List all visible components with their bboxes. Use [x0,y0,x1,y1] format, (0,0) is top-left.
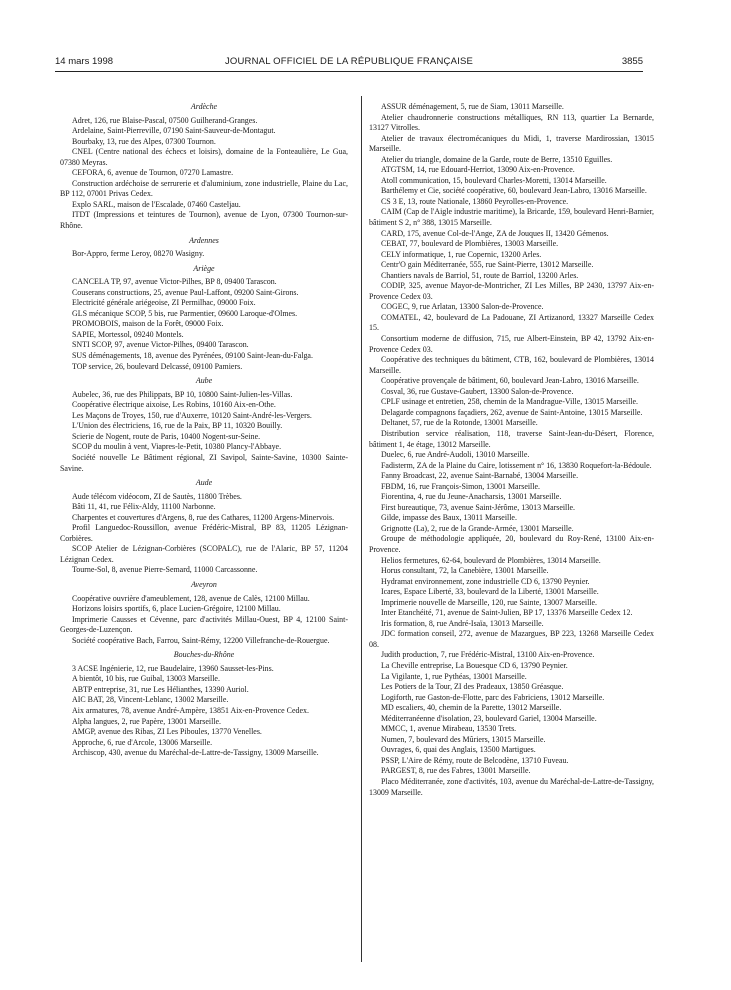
list-item: Consortium moderne de diffusion, 715, rue Albert-Einstein, BP 42, 13792 Aix-en-Provence Cedex 03. [369,334,654,354]
list-item: Alpha langues, 2, rue Papère, 13001 Marseille. [72,716,222,726]
list-item: Judith production, 7, rue Frédéric-Mistral, 13100 Aix-en-Provence. [381,650,595,660]
list-item: Fanny Broadcast, 22, avenue Saint-Barnabé, 13004 Marseille. [381,471,579,481]
list-item: Deltanet, 57, rue de la Rotonde, 13001 Marseille. [381,418,538,428]
list-item: Profil Languedoc-Roussillon, avenue Frédéric-Mistral, BP 83, 11205 Lézignan-Corbières. [60,523,348,543]
list-item: CARD, 175, avenue Col-de-l'Ange, ZA de Jouques II, 13420 Gémenos. [381,228,609,238]
section-heading: Ardèche [190,102,218,111]
list-item: Ardelaine, Saint-Pierreville, 07190 Saint-Sauveur-de-Montagut. [72,126,276,136]
list-item: Construction ardéchoise de serrurerie et d'aluminium, zone industrielle, Plaine du Lac, BP 112, 07001 Privas Cedex. [60,178,348,199]
section-heading: Bouches-du-Rhône [173,650,235,660]
list-item: Scierie de Nogent, route de Paris, 10400 Nogent-sur-Seine. [72,431,261,441]
list-item: GLS mécanique SCOP, 5 bis, rue Parmentier, 09600 Laroque-d'Olmes. [72,308,298,318]
list-item: La Vigilante, 1, rue Pythéas, 13001 Marseille. [381,671,527,681]
list-item: Gilde, impasse des Baux, 13011 Marseille. [381,513,517,523]
left-column [60,102,348,759]
list-item: CODIP, 325, avenue Mayor-de-Montricher, ZI Les Milles, BP 2430, 13797 Aix-en-Provence Cedex 03. [369,281,654,301]
list-item: Charpentes et couvertures d'Argens, 8, rue des Cathares, 11200 Argens-Minervois. [72,512,335,522]
list-item: Distribution service réalisation, 118, traverse Saint-Jean-du-Désert, Florence, bâtiment 1, 4e étage, 13012 Marseille. [369,428,654,449]
list-item: Société coopérative Bach, Farrou, Saint-Rémy, 12200 Villefranche-de-Rouergue. [72,635,330,645]
list-item: PARGEST, 8, rue des Fabres, 13001 Marseille. [381,766,531,776]
list-item: CEFORA, 6, avenue de Tournon, 07270 Lamastre. [72,168,234,178]
list-item: Bor-Appro, ferme Leroy, 08270 Wasigny. [72,249,205,259]
list-item: Hydramat environnement, zone industrielle CD 6, 13790 Peynier. [381,576,590,586]
section-heading: Ariège [193,263,215,273]
list-item: ABTP entreprise, 31, rue Les Hélianthes, 13390 Auriol. [72,684,249,694]
page-header [55,56,643,72]
list-item: SCOP du moulin à vent, Viapres-le-Petit, 10380 Plancy-l'Abbaye. [72,442,282,452]
list-item: MD escaliers, 40, chemin de la Parette, 13012 Marseille. [381,703,562,713]
list-item: AMGP, avenue des Ribas, ZI Les Piboules, 13770 Venelles. [72,727,262,737]
list-item: CS 3 E, 13, route Nationale, 13860 Peyrolles-en-Provence. [381,196,569,206]
list-item: FBDM, 16, rue François-Simon, 13001 Marseille. [381,481,540,491]
list-item: Delagarde compagnons façadiers, 262, avenue de Saint-Antoine, 13015 Marseille. [381,407,643,417]
list-item: SCOP Atelier de Lézignan-Corbières (SCOPALC), rue de l'Alaric, BP 57, 11204 Lézignan Cedex. [60,544,348,564]
list-item: Inter Etanchéité, 71, avenue de Saint-Julien, BP 17, 13376 Marseille Cedex 12. [381,608,633,618]
list-item: SNTI SCOP, 97, avenue Victor-Pilhes, 09400 Tarascon. [72,340,249,350]
list-item: Ouvrages, 6, quai des Anglais, 13500 Martigues. [381,745,536,755]
journal-title: JOURNAL OFFICIEL DE LA RÉPUBLIQUE FRANÇAISE [224,56,474,67]
list-item: Fadisterm, ZA de la Plaine du Caire, lotissement n° 16, 13830 Roquefort-la-Bédoule. [381,460,652,470]
list-item: JDC formation conseil, 272, avenue de Mazargues, BP 223, 13268 Marseille Cedex 08. [369,629,654,649]
list-item: Atoll communication, 15, boulevard Charles-Moretti, 13014 Marseille. [381,175,607,185]
list-item: Aix armatures, 78, avenue André-Ampère, 13851 Aix-en-Provence Cedex. [72,705,309,715]
list-item: Barthélemy et Cie, société coopérative, 60, boulevard Jean-Labro, 13016 Marseille. [381,186,647,196]
list-item: Chantiers navals de Barriol, 51, route de Barriol, 13200 Arles. [381,270,579,280]
list-item: Atelier du triangle, domaine de la Garde, route de Berre, 13510 Eguilles. [381,154,613,164]
list-item: Horus consultant, 72, la Canebière, 13001 Marseille. [381,566,549,576]
list-item: Bâti 11, 41, rue Félix-Aldy, 11100 Narbonne. [72,502,216,512]
list-item: Duelec, 6, rue André-Audoli, 13010 Marseille. [381,450,530,460]
list-item: Cosval, 36, rue Gustave-Gaubert, 13300 Salon-de-Provence. [381,386,574,396]
header-rule [55,71,643,72]
list-item: A bientôt, 10 bis, rue Guibal, 13003 Marseille. [72,674,220,684]
list-item: PROMOBOIS, maison de la Forêt, 09000 Foix. [72,319,224,329]
section-heading: Ardennes [189,235,219,245]
list-item: CNEL (Centre national des échecs et loisirs), domaine de la Fonteaulière, Le Gua, 07380 Meyras. [60,147,348,167]
list-item: Coopérative provençale de bâtiment, 60, boulevard Jean-Labro, 13016 Marseille. [381,376,639,386]
list-item: Helios fermetures, 62-64, boulevard de Plombières, 13014 Marseille. [381,555,601,565]
list-item: Coopérative électrique aixoise, Les Robins, 10160 Aix-en-Othe. [72,400,276,410]
list-item: ATGTSM, 14, rue Edouard-Herriot, 13090 Aix-en-Provence. [381,165,575,175]
list-item: Atelier de travaux électromécaniques du Midi, 1, traverse Mardirossian, 13015 Marseille. [369,133,654,154]
list-item: Grignotte (La), 2, rue de la Grande-Armée, 13001 Marseille. [381,523,574,533]
list-item: Aude télécom vidéocom, ZI de Sautès, 11800 Trèbes. [72,491,242,501]
list-item: SUS déménagements, 18, avenue des Pyrénées, 09100 Saint-Jean-du-Falga. [72,351,313,361]
list-item: Fiorentina, 4, rue du Jeune-Anacharsis, 13001 Marseille. [381,492,562,502]
list-item: CANCELA TP, 97, avenue Victor-Pilhes, BP 8, 09400 Tarascon. [72,277,277,287]
list-item: Coopérative des techniques du bâtiment, CTB, 162, boulevard de Plombières, 13014 Marseille. [369,355,654,375]
list-item: CAIM (Cap de l'Aigle industrie maritime), la Bricarde, 159, boulevard Henri-Barnier, bâtiment S 2, n° 388, 13015 Marseille. [369,207,654,228]
list-item: Horizons loisirs sportifs, 6, place Lucien-Grégoire, 12100 Millau. [72,604,281,614]
list-item: Iris formation, 8, rue André-Isaïa, 13013 Marseille. [381,618,544,628]
section-heading: Aveyron [191,579,217,589]
list-item: Méditerranéenne d'isolation, 23, boulevard Gariel, 13004 Marseille. [381,713,597,723]
list-item: Approche, 6, rue d'Arcole, 13006 Marseille. [72,737,213,747]
list-item: 3 ACSE Ingénierie, 12, rue Baudelaire, 13960 Sausset-les-Pins. [72,663,274,673]
list-item: Adret, 126, rue Blaise-Pascal, 07500 Guilherand-Granges. [72,115,258,125]
list-item: Couserans constructions, 25, avenue Paul-Laffont, 09200 Saint-Girons. [72,287,299,297]
list-item: Bourbaky, 13, rue des Alpes, 07300 Tournon. [72,136,216,146]
issue-date: 14 mars 1998 [55,56,114,67]
list-item: Electricité générale ariégeoise, ZI Permilhac, 09000 Foix. [72,298,256,308]
section-heading: Aude [195,478,213,488]
list-item: Centr'O gain Méditerranée, 555, rue Saint-Pierre, 13012 Marseille. [381,260,594,270]
list-item: Numen, 7, boulevard des Mûriers, 13015 Marseille. [381,734,546,744]
list-item: Coopérative ouvrière d'ameublement, 128, avenue de Calès, 12100 Millau. [72,593,310,603]
list-item: CPLF usinage et entretien, 258, chemin de la Mandrague-Ville, 13015 Marseille. [381,397,638,407]
list-item: ITDT (Impressions et teintures de Tournon), avenue de Lyon, 07300 Tournon-sur-Rhône. [60,210,348,231]
list-item: Imprimerie nouvelle de Marseille, 120, rue Sainte, 13007 Marseille. [381,597,598,607]
list-item: Société nouvelle Le Bâtiment régional, ZI Savipol, Sainte-Savine, 10300 Sainte-Savine. [60,452,348,473]
list-item: Archiscop, 430, avenue du Maréchal-de-Lattre-de-Tassigny, 13009 Marseille. [72,748,319,758]
list-item: CEBAT, 77, boulevard de Plombières, 13003 Marseille. [381,239,559,249]
list-item: COMATEL, 42, boulevard de La Padouane, ZI Artizanord, 13327 Marseille Cedex 15. [369,312,654,333]
list-item: First bureautique, 73, avenue Saint-Jérôme, 13013 Marseille. [381,502,575,512]
list-item: ASSUR déménagement, 5, rue de Siam, 13011 Marseille. [381,102,564,111]
list-item: Imprimerie Causses et Cévenne, parc d'activités Millau-Ouest, BP 4, 12100 Saint-Georges-de-Luzençon. [60,614,348,635]
list-item: Atelier chaudronnerie constructions métalliques, RN 113, quartier La Bernarde, 13127 Vitrolles. [369,112,654,133]
list-item: COGEC, 9, rue Arlatan, 13300 Salon-de-Provence. [381,302,544,312]
column-divider [361,96,362,962]
right-column [369,102,654,798]
list-item: Groupe de méthodologie appliquée, 20, boulevard du Roy-René, 13100 Aix-en-Provence. [369,534,654,554]
list-item: CELY informatique, 1, rue Copernic, 13200 Arles. [381,249,542,259]
list-item: Aubelec, 36, rue des Philippats, BP 10, 10800 Saint-Julien-les-Villas. [72,389,293,399]
list-item: Tourne-Sol, 8, avenue Pierre-Semard, 11000 Carcassonne. [72,565,258,575]
list-item: Les Maçons de Troyes, 150, rue d'Auxerre, 10120 Saint-André-les-Vergers. [72,410,312,420]
list-item: MMCC, 1, avenue Mirabeau, 13530 Trets. [381,724,517,734]
list-item: Placo Méditerranée, zone d'activités, 103, avenue du Maréchal-de-Lattre-de-Tassigny, 13009 Marseille. [369,777,654,797]
list-item: L'Union des électriciens, 16, rue de la Paix, BP 11, 10320 Bouilly. [72,421,283,431]
list-item: Icares, Espace Liberté, 33, boulevard de la Liberté, 13001 Marseille. [381,587,599,597]
section-heading: Aube [195,376,213,386]
list-item: Logiforth, rue Gaston-de-Flotte, parc des Fabriciens, 13012 Marseille. [381,692,605,702]
list-item: TOP service, 26, boulevard Delcassé, 09100 Pamiers. [72,361,243,371]
list-item: Les Potiers de la Tour, ZI des Pradeaux, 13850 Gréasque. [381,682,564,692]
list-item: La Cheville entreprise, La Bouesque CD 6, 13790 Peynier. [381,660,568,670]
page-number: 3855 [621,56,643,67]
list-item: PSSP, L'Aire de Rémy, route de Belcodène, 13710 Fuveau. [381,755,569,765]
list-item: SAPIE, Mortessol, 09240 Montels. [72,329,184,339]
list-item: AIC BAT, 28, Vincent-Leblanc, 13002 Marseille. [72,695,229,705]
list-item: Explo SARL, maison de l'Escalade, 07460 Casteljau. [72,199,241,209]
